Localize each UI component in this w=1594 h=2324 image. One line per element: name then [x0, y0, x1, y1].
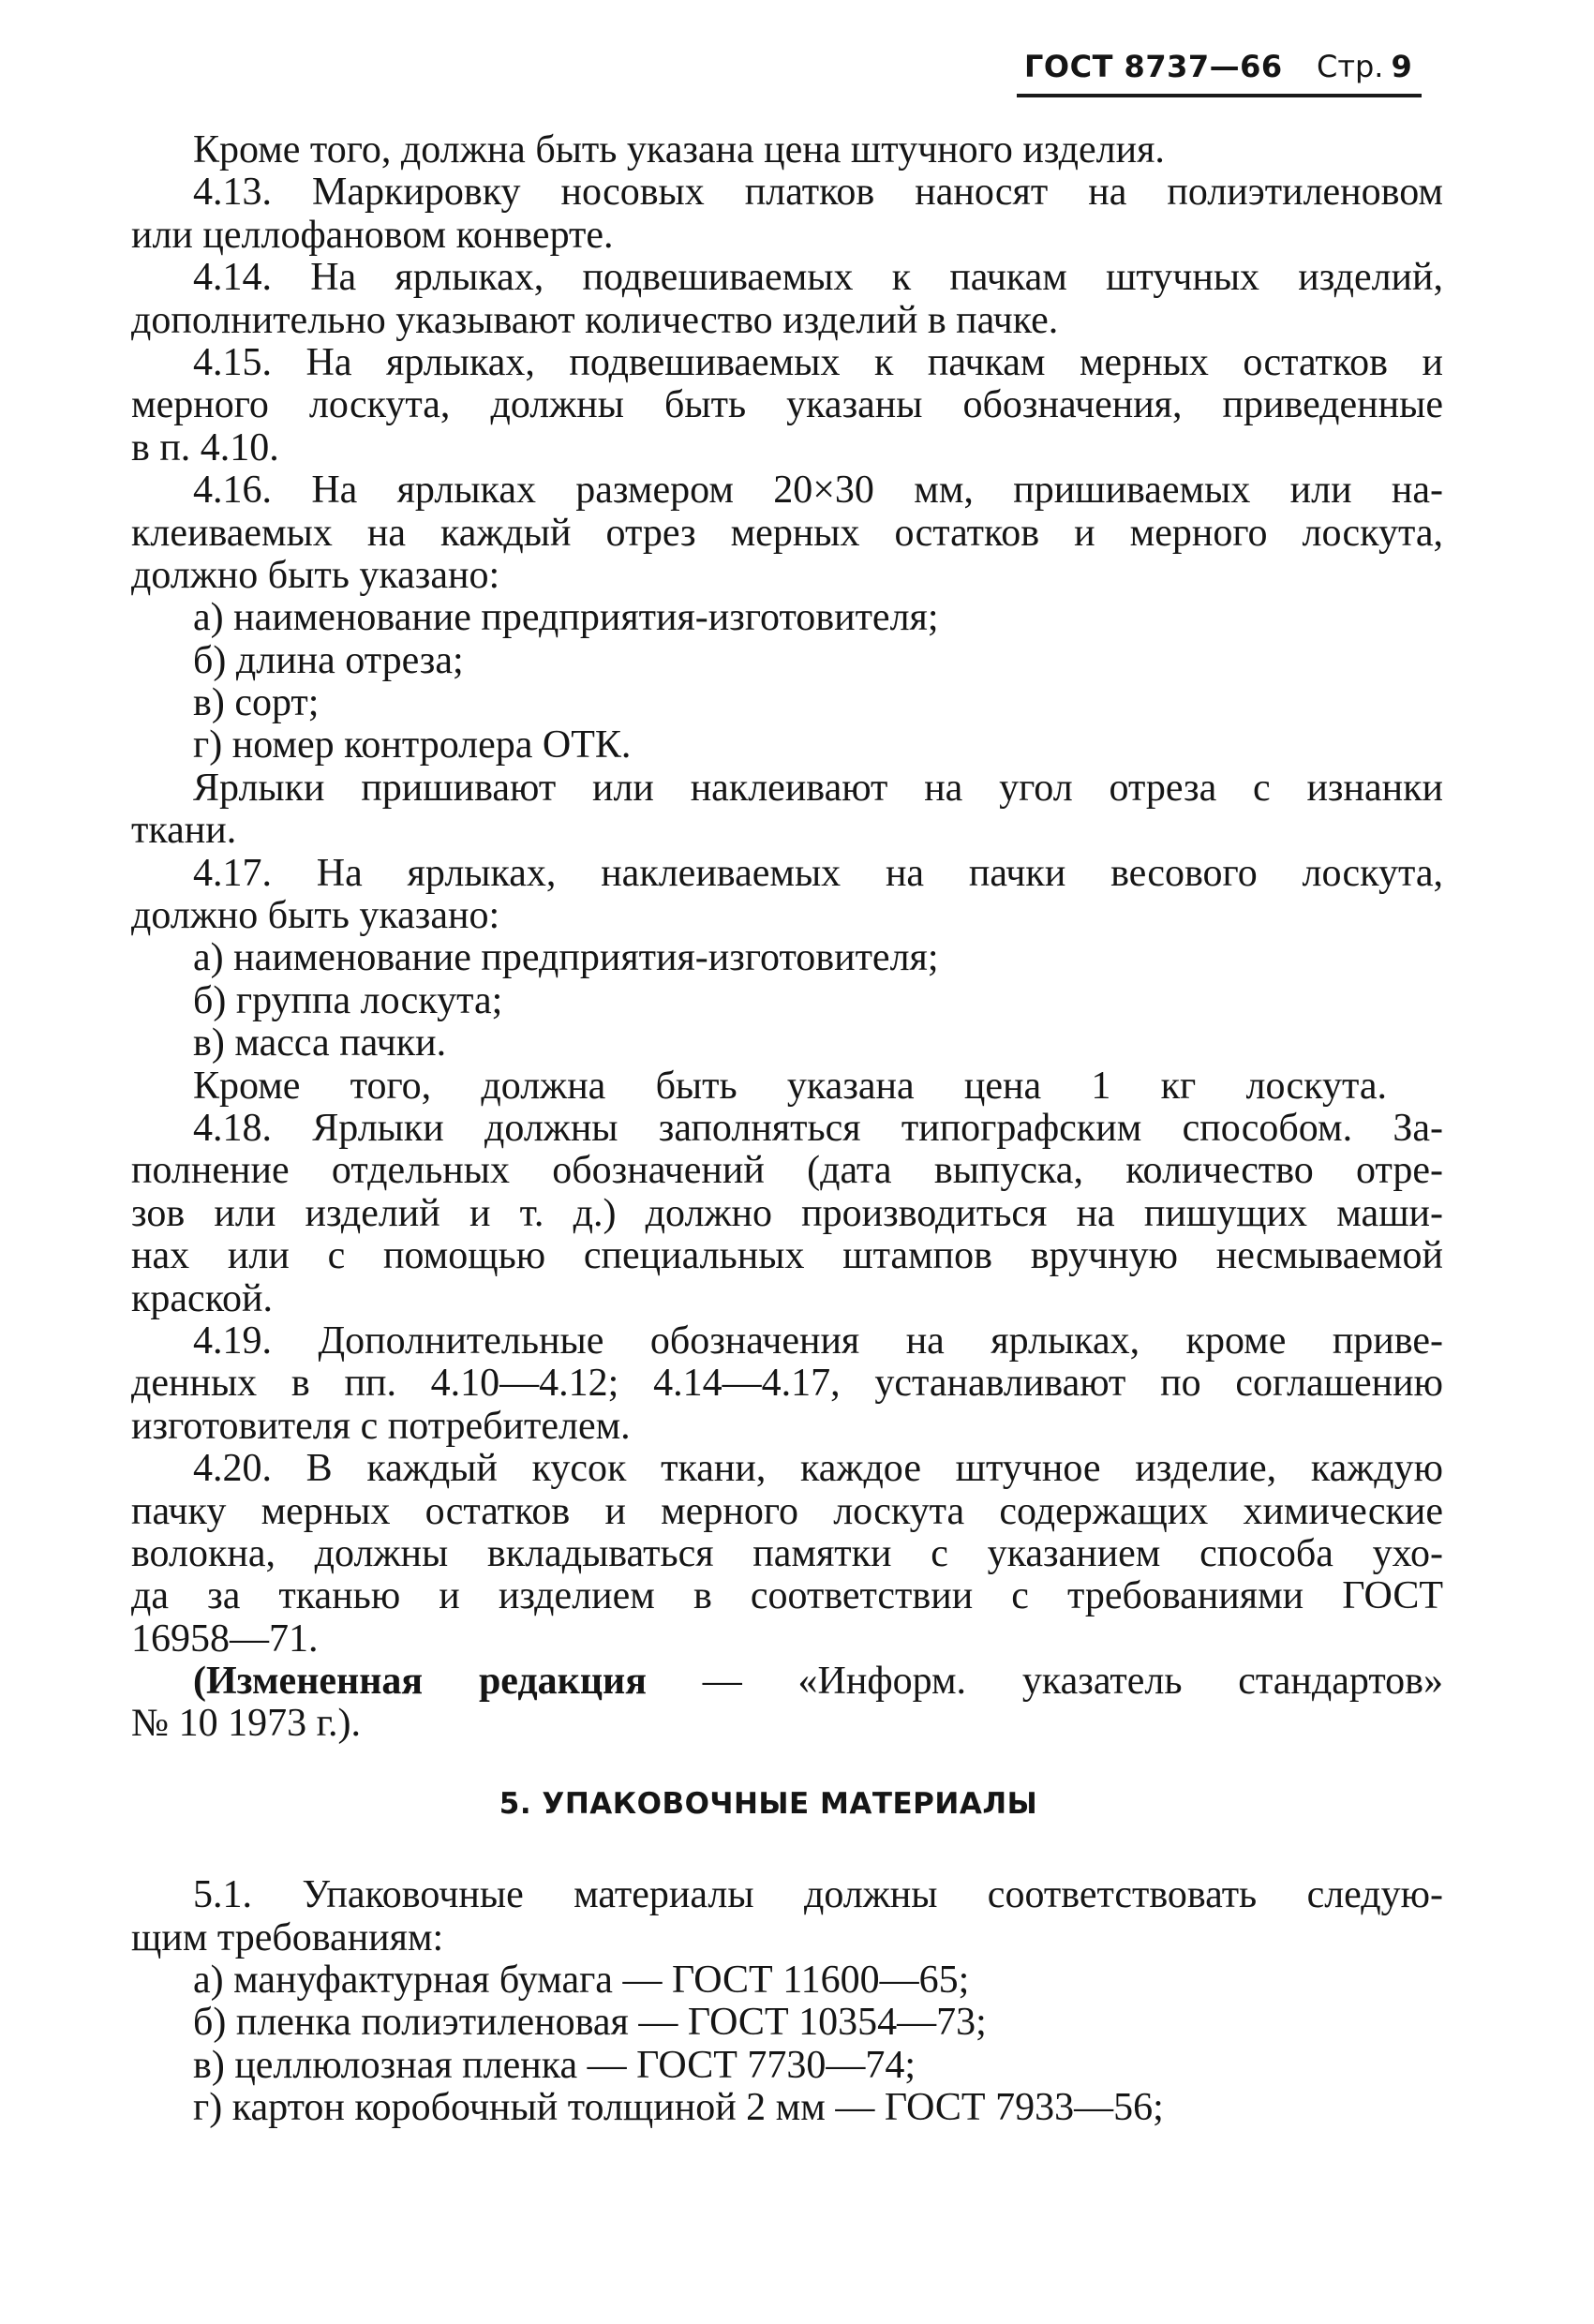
- text-line: Ярлыки пришивают или наклеивают на угол отреза с изнанки: [193, 767, 1443, 810]
- text-line: краской.: [131, 1277, 273, 1320]
- text-line: зов или изделий и т. д.) должно производиться на пишущих маши-: [131, 1192, 1443, 1235]
- text-line: волокна, должны вкладываться памятки с указанием способа ухо-: [131, 1532, 1443, 1575]
- list-item: г) номер контролера ОТК.: [193, 724, 632, 767]
- section-title: 5. УПАКОВОЧНЫЕ МАТЕРИАЛЫ: [499, 1786, 1038, 1821]
- text-line: пачку мерных остатков и мерного лоскута содержащих химические: [131, 1490, 1443, 1533]
- text-line: 4.13. Маркировку носовых платков наносят на полиэтиленовом: [193, 171, 1443, 215]
- text-line: 4.19. Дополнительные обозначения на ярлыках, кроме приве-: [193, 1319, 1443, 1363]
- text-line: 5.1. Упаковочные материалы должны соответствовать следую-: [193, 1874, 1443, 1917]
- text-line: клеиваемых на каждый отрез мерных остатков и мерного лоскута,: [131, 512, 1443, 555]
- page-header: [1017, 39, 1429, 105]
- text-line: 4.14. На ярлыках, подвешиваемых к пачкам штучных изделий,: [193, 257, 1443, 300]
- amendment-source: — «Информ. указатель стандартов»: [646, 1661, 1443, 1704]
- text-line: или целлофановом конверте.: [131, 214, 614, 257]
- list-item: в) целлюлозная пленка — ГОСТ 7730—74;: [193, 2044, 916, 2087]
- list-item: а) наименование предприятия-изготовителя;: [193, 937, 939, 980]
- text-line: № 10 1973 г.).: [131, 1703, 362, 1746]
- text-line: да за тканью и изделием в соответствии с требованиями ГОСТ: [131, 1575, 1443, 1618]
- list-item: б) группа лоскута;: [193, 979, 503, 1022]
- text-line: изготовителя с потребителем.: [131, 1405, 631, 1448]
- spacer: [131, 1825, 1443, 1874]
- amendment-note: [131, 1661, 1443, 1703]
- text-line: должно быть указано:: [131, 895, 500, 938]
- spacer: [131, 1746, 1443, 1783]
- text-line: полнение отдельных обозначений (дата выпуска, количество отре-: [131, 1150, 1443, 1193]
- text-line: 4.20. В каждый кусок ткани, каждое штучное изделие, каждую: [193, 1448, 1443, 1491]
- list-item: г) картон коробочный толщиной 2 мм — ГОСТ 7933—56;: [193, 2087, 1164, 2130]
- text-line: денных в пп. 4.10—4.12; 4.14—4.17, устанавливают по соглашению: [131, 1363, 1443, 1406]
- text-line: нах или с помощью специальных штампов вручную несмываемой: [131, 1235, 1443, 1278]
- page-number-label: [1317, 49, 1412, 84]
- text-line: 16958—71.: [131, 1617, 319, 1661]
- text-line: Кроме того, должна быть указана цена штучного изделия.: [193, 129, 1165, 171]
- text-line: 4.17. На ярлыках, наклеиваемых на пачки весового лоскута,: [193, 852, 1443, 895]
- list-item: в) сорт;: [193, 682, 320, 725]
- text-line: 4.16. На ярлыках размером 20×30 мм, пришиваемых или на-: [193, 469, 1443, 513]
- text-line: ткани.: [131, 810, 237, 853]
- list-item: б) длина отреза;: [193, 639, 464, 682]
- list-item: в) масса пачки.: [193, 1022, 447, 1065]
- document-body: [131, 129, 1443, 2130]
- text-line: мерного лоскута, должны быть указаны обозначения, приведенные: [131, 384, 1443, 427]
- text-line: 4.15. На ярлыках, подвешиваемых к пачкам мерных остатков и: [193, 341, 1443, 384]
- text-line: в п. 4.10.: [131, 426, 279, 469]
- text-line: дополнительно указывают количество изделий в пачке.: [131, 299, 1059, 342]
- text-line: щим требованиям:: [131, 1916, 444, 1959]
- header-rule: [1017, 94, 1422, 97]
- list-item: б) пленка полиэтиленовая — ГОСТ 10354—73;: [193, 2002, 987, 2045]
- text-line: должно быть указано:: [131, 554, 500, 597]
- page-label: Стр.: [1317, 49, 1384, 84]
- list-item: а) наименование предприятия-изготовителя;: [193, 597, 939, 640]
- amendment-label: (Измененная редакция: [193, 1661, 647, 1704]
- list-item: а) мануфактурная бумага — ГОСТ 11600—65;: [193, 1959, 970, 2003]
- text-line: Кроме того, должна быть указана цена 1 кг лоскута.: [193, 1065, 1387, 1108]
- text-line: 4.18. Ярлыки должны заполняться типографским способом. За-: [193, 1107, 1443, 1150]
- standard-number: ГОСТ 8737—66: [1024, 49, 1283, 84]
- page-number: 9: [1391, 49, 1412, 84]
